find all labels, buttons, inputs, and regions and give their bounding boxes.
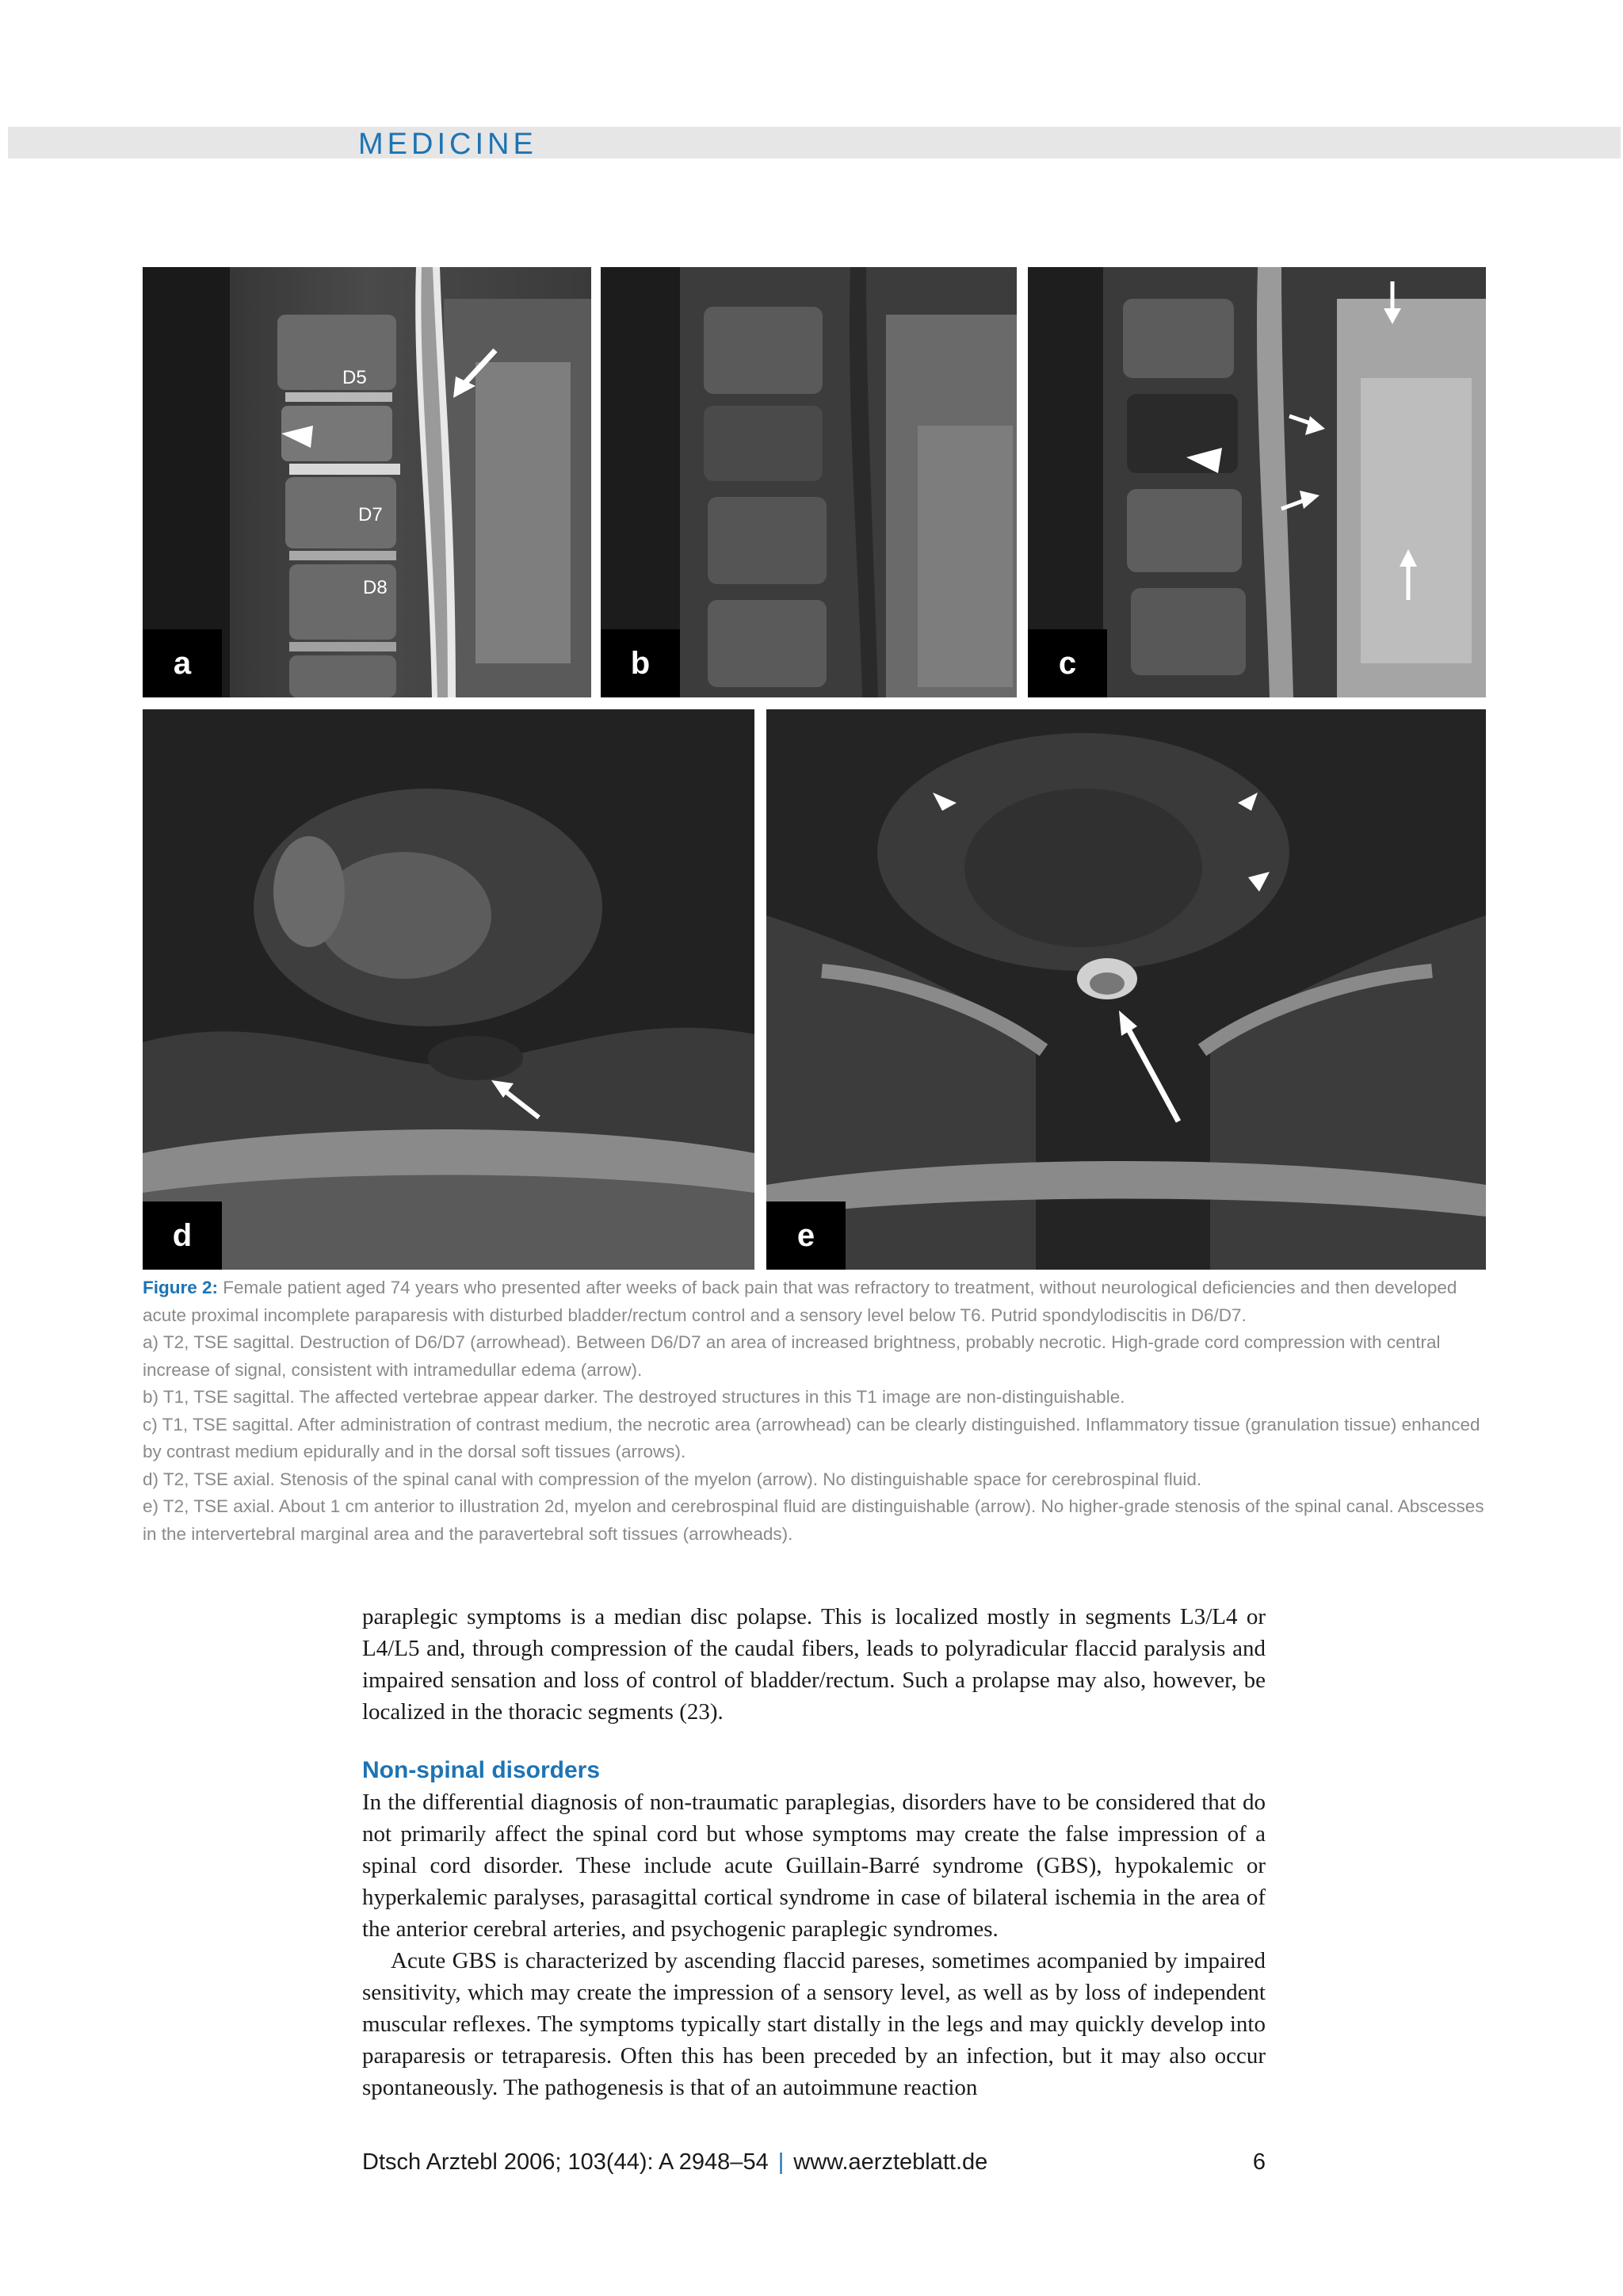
mri-image-d: [143, 709, 754, 1270]
mri-panel-b: [601, 267, 1017, 697]
section-label: MEDICINE: [358, 128, 537, 161]
vertebra-label-d5: D5: [342, 367, 367, 388]
body-paragraph-1: paraplegic symptoms is a median disc polapse. This is localized mostly in segments L3/L4 or L4/L5 and, through compression of the caudal fibers, leads to polyradicular flaccid paralysis and impaired sensation and loss of control of bladder/rectum. Such a prolapse may also, however, be localized in the thoracic segments (23).: [362, 1604, 1266, 1725]
panel-letter-e: e: [766, 1201, 846, 1270]
figure-label: Figure 2:: [143, 1278, 219, 1297]
panel-letter-d: d: [143, 1201, 222, 1270]
caption-item-e: e) T2, TSE axial. About 1 cm anterior to illustration 2d, myelon and cerebrospinal fluid are distinguishable (arrow). No higher-grade stenosis of the spinal canal. Abscesses in the intervertebral marginal area and the paravertebral soft tissues (arrowheads).: [143, 1496, 1484, 1544]
caption-item-d: d) T2, TSE axial. Stenosis of the spinal canal with compression of the myelon (arrow). No distinguishable space for cerebrospinal fluid.: [143, 1469, 1202, 1489]
mri-image-e: [766, 709, 1486, 1270]
mri-panel-e: [766, 709, 1486, 1270]
panel-letter-b: b: [601, 629, 680, 697]
footer-citation: Dtsch Arztebl 2006; 103(44): A 2948–54: [362, 2149, 769, 2175]
footer-separator: |: [777, 2149, 785, 2175]
body-paragraph-3: Acute GBS is characterized by ascending flaccid pareses, sometimes acompanied by impaired sensitivity, which may create the impression of a sensory level, as well as by loss of independent muscular reflexes. The symptoms typically start distally in the legs and may quickly develop into paraparesis or tetraparesis. Often this has been preceded by an infection, but it may also occur spontaneously. The pathogenesis is that of an autoimmune reaction: [362, 1948, 1266, 2100]
caption-intro: [143, 1274, 1490, 1329]
mri-panel-c: [1028, 267, 1486, 697]
vertebra-label-d7: D7: [358, 504, 383, 525]
header-band: [8, 127, 1621, 159]
figure-caption: [143, 1274, 1490, 1548]
body-paragraph-2: In the differential diagnosis of non-traumatic paraplegias, disorders have to be considered that do not primarily affect the spinal cord but whose symptoms may create the false impression of a spinal cord disorder. These include acute Guillain-Barré syndrome (GBS), hypokalemic or hyperkalemic paralyses, parasagittal cortical syndrome in case of bilateral ischemia in the area of the anterior cerebral arteries, and psychogenic paraplegic syndromes.: [362, 1790, 1266, 1942]
footer-url[interactable]: www.aerzteblatt.de: [793, 2149, 988, 2175]
body-text: [362, 1601, 1266, 2103]
section-heading: Non-spinal disorders: [362, 1757, 601, 1783]
mri-panel-d: [143, 709, 754, 1270]
caption-intro-text: Female patient aged 74 years who presented after weeks of back pain that was refractory to treatment, without neurological deficiencies and then developed acute proximal incomplete paraparesis with disturbed bladder/rectum control and a sensory level below T6. Putrid spondylodiscitis in D6/D7.: [143, 1278, 1457, 1325]
caption-item-a: a) T2, TSE sagittal. Destruction of D6/D7 (arrowhead). Between D6/D7 an area of increased brightness, probably necrotic. High-grade cord compression with central increase of signal, consistent with intramedullar edema (arrow).: [143, 1332, 1441, 1380]
mri-panel-a: [143, 267, 591, 697]
figure-2: [143, 267, 1486, 1270]
panel-letter-a: a: [143, 629, 222, 697]
vertebra-label-d8: D8: [363, 577, 388, 598]
page-number: 6: [1252, 2149, 1266, 2175]
panel-letter-c: c: [1028, 629, 1107, 697]
caption-item-c: c) T1, TSE sagittal. After administration of contrast medium, the necrotic area (arrowhead) can be clearly distinguished. Inflammatory tissue (granulation tissue) enhanced by contrast medium epidurally and in the dorsal soft tissues (arrows).: [143, 1414, 1480, 1461]
page-footer: [362, 2146, 1266, 2178]
caption-item-b: b) T1, TSE sagittal. The affected vertebrae appear darker. The destroyed structures in this T1 image are non-distinguishable.: [143, 1387, 1125, 1407]
